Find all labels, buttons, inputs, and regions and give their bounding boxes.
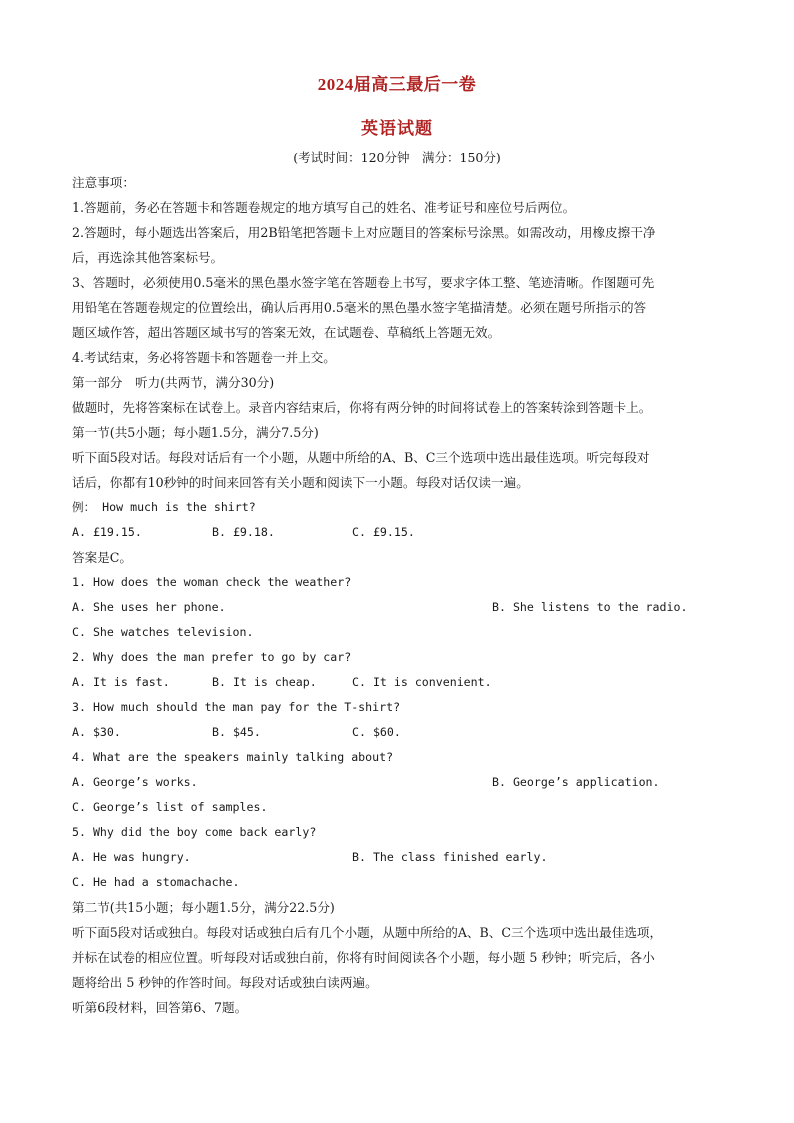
section1-instruction-line-1: 听下面5段对话。每段对话后有一个小题，从题中所给的A、B、C三个选项中选出最佳选项。听完每段对 [72,450,650,465]
example-question: 例： How much is the shirt? [72,500,256,514]
note-2-line-2: 后，再选涂其他答案标号。 [72,250,224,265]
q1-option-a: A. She uses her phone. [72,600,226,614]
question-3-options [72,720,732,745]
question-1-options [72,595,732,620]
note-1: 1.答题前，务必在答题卡和答题卷规定的地方填写自己的姓名、准考证号和座位号后两位。 [72,200,576,215]
q5-option-a: A. He was hungry. [72,850,191,864]
exam-body [72,170,732,1020]
q4-option-b: B. George’s application. [492,775,660,789]
section1-heading: 第一节(共5小题；每小题1.5分，满分7.5分) [72,425,319,440]
question-3: 3. How much should the man pay for the T-shirt? [72,700,401,714]
example-options [72,520,732,545]
question-2: 2. Why does the man prefer to go by car? [72,650,352,664]
q5-option-b: B. The class finished early. [352,850,548,864]
question-1: 1. How does the woman check the weather? [72,575,352,589]
note-2-line-1: 2.答题时，每小题选出答案后，用2B铅笔把答题卡上对应题目的答案标号涂黑。如需改动，用橡皮擦干净 [72,225,656,240]
note-3-line-1: 3、答题时，必须使用0.5毫米的黑色墨水签字笔在答题卷上书写，要求字体工整、笔迹清晰。作图题可先 [72,275,655,290]
example-answer: 答案是C。 [72,550,133,565]
part1-instruction: 做题时，先将答案标在试卷上。录音内容结束后，你将有两分钟的时间将试卷上的答案转涂到答题卡上。 [72,400,652,415]
section2-instruction-line-3: 题将给出 5 秒钟的作答时间。每段对话或独白读两遍。 [72,975,378,990]
example-option-b: B. £9.18. [212,525,275,539]
section1-instruction-line-2: 话后，你都有10秒钟的时间来回答有关小题和阅读下一小题。每段对话仅读一遍。 [72,475,529,490]
q1-option-c: C. She watches television. [72,625,254,639]
q2-option-b: B. It is cheap. [212,675,317,689]
q4-option-a: A. George’s works. [72,775,198,789]
notes-heading: 注意事项： [72,175,135,190]
section2-heading: 第二节(共15小题；每小题1.5分，满分22.5分) [72,900,335,915]
exam-info: (考试时间：120分钟 满分：150分) [293,150,501,165]
q5-option-c: C. He had a stomachache. [72,875,240,889]
exam-subtitle: 英语试题 [361,119,433,138]
q4-option-c: C. George’s list of samples. [72,800,268,814]
q3-option-b: B. $45. [212,725,261,739]
q1-option-b: B. She listens to the radio. [492,600,688,614]
example-option-c: C. £9.15. [352,525,415,539]
question-4: 4. What are the speakers mainly talking about? [72,750,394,764]
part1-heading: 第一部分 听力(共两节，满分30分) [72,375,275,390]
question-5-options [72,845,732,870]
section2-instruction-line-2: 并标在试卷的相应位置。听每段对话或独白前，你将有时间阅读各个小题，每小题 5 秒钟；听完后，各小 [72,950,655,965]
section2-instruction-line-1: 听下面5段对话或独白。每段对话或独白后有几个小题，从题中所给的A、B、C三个选项中选出最佳选项， [72,925,663,940]
question-2-options [72,670,732,695]
q3-option-c: C. $60. [352,725,401,739]
q3-option-a: A. $30. [72,725,121,739]
example-option-a: A. £19.15. [72,525,142,539]
question-5: 5. Why did the boy come back early? [72,825,317,839]
material-6-prompt: 听第6段材料，回答第6、7题。 [72,1000,248,1015]
note-3-line-2: 用铅笔在答题卷规定的位置绘出，确认后再用0.5毫米的黑色墨水签字笔描清楚。必须在题号所指示的答 [72,300,647,315]
note-4: 4.考试结束，务必将答题卡和答题卷一并上交。 [72,350,336,365]
note-3-line-3: 题区域作答，超出答题区域书写的答案无效，在试题卷、草稿纸上答题无效。 [72,325,501,340]
q2-option-c: C. It is convenient. [352,675,492,689]
q2-option-a: A. It is fast. [72,675,170,689]
exam-title: 2024届高三最后一卷 [317,75,477,94]
question-4-options [72,770,732,795]
